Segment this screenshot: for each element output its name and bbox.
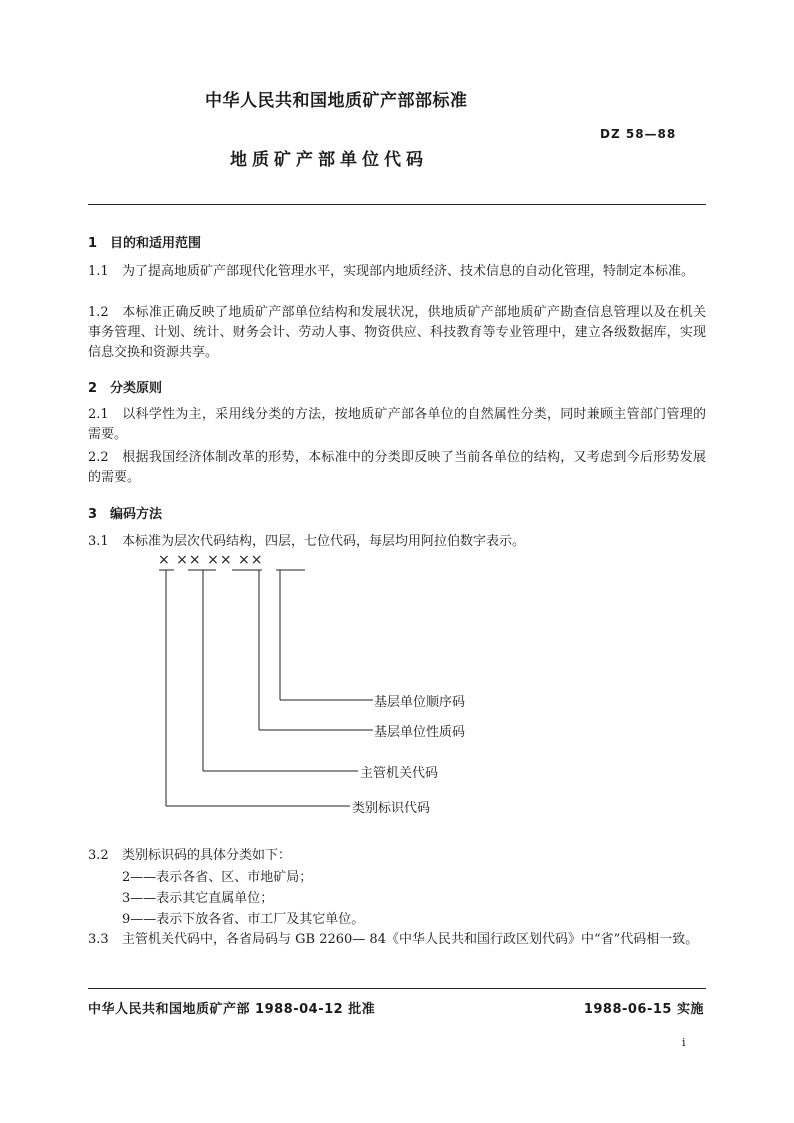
label-category-code: 类别标识代码 (352, 801, 431, 816)
issuing-organization: 中华人民共和国地质矿产部部标准 (205, 91, 468, 111)
section-title: 分类原则 (110, 381, 163, 396)
label-grassroots-nature-code: 基层单位性质码 (374, 725, 466, 740)
clause-number: 1.2 (88, 305, 109, 320)
clause-number: 2.1 (88, 407, 109, 422)
clause-number: 3.3 (88, 932, 109, 947)
clause-text: 主管机关代码中，各省局码与 GB 2260— 84《中华人民共和国行政区划代码》中“省”代码相一致。 (122, 932, 699, 947)
standard-code: DZ 58—88 (600, 127, 677, 141)
page-number: i (682, 1036, 686, 1049)
list-item: 9——表示下放各省、市工厂及其它单位。 (122, 912, 365, 927)
clause-text: 为了提高地质矿产部现代化管理水平，实现部内地质经济、技术信息的自动化管理，特制定本标准。 (122, 264, 695, 279)
code-structure-marks: × ×× ×× ×× (158, 552, 264, 568)
label-authority-code: 主管机关代码 (360, 766, 439, 781)
section-number: 1 (88, 236, 98, 251)
clause-text: 类别标识码的具体分类如下： (122, 848, 292, 863)
list-item: 3——表示其它直属单位； (122, 891, 274, 906)
label-grassroots-sequence-code: 基层单位顺序码 (374, 695, 466, 710)
paragraph-3-2 (88, 846, 706, 866)
clause-number: 3.1 (88, 534, 109, 549)
section-number: 3 (88, 507, 98, 522)
clause-number: 3.2 (88, 848, 109, 863)
section-title: 编码方法 (110, 507, 163, 522)
section-title: 目的和适用范围 (110, 236, 202, 251)
clause-text: 本标准为层次代码结构，四层，七位代码，每层均用阿拉伯数字表示。 (122, 534, 526, 549)
clause-number: 2.2 (88, 450, 109, 465)
section-number: 2 (88, 381, 98, 396)
clause-text: 本标准正确反映了地质矿产部单位结构和发展状况，供地质矿产部地质矿产勘查信息管理以及在机关事务管理、计划、统计、财务会计、劳动人事、物资供应、科技教育等专业管理中，建立各级数据库，实现信息交换和资源共享。 (88, 305, 706, 360)
document-title: 地质矿产部单位代码 (230, 150, 428, 170)
implementation-date: 1988-06-15 实施 (583, 1002, 704, 1017)
clause-text: 根据我国经济体制改革的形势，本标准中的分类即反映了当前各单位的结构，又考虑到今后形势发展的需要。 (88, 450, 706, 485)
footer-divider (88, 988, 706, 989)
clause-text: 以科学性为主，采用线分类的方法，按地质矿产部各单位的自然属性分类，同时兼顾主管部门管理的需要。 (88, 407, 706, 442)
list-item: 2——表示各省、区、市地矿局； (122, 870, 313, 885)
clause-number: 1.1 (88, 264, 109, 279)
paragraph-3-3 (88, 930, 706, 950)
approval-date: 中华人民共和国地质矿产部 1988-04-12 批准 (88, 1002, 376, 1017)
